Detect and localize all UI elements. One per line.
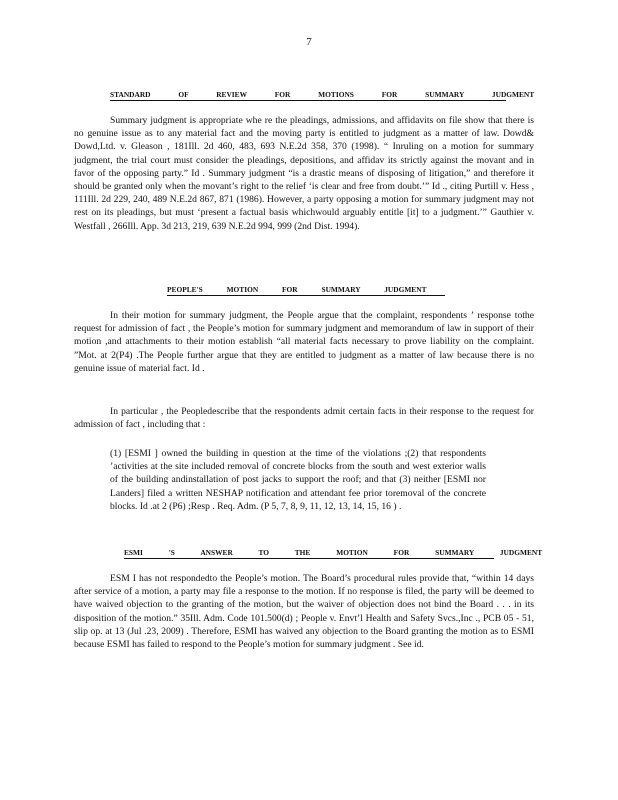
paragraph-text: In their motion for summary judgment, the People argue that the complaint, respondents ’ response tothe request for admission of fact , the People’s motion for summary judgment and memorandum of law in support of their motion ,and attachments to their motion establish “all material facts necessary to prove liability on the complaint. ”Mot. at 2(P4) .The People further argue that they are entitled to judgment as a matter of law because there is no genuine issue of material fact. Id . bbox=[74, 310, 534, 374]
paragraph-standard-of-review bbox=[74, 114, 534, 233]
paragraph-esmi-answer bbox=[74, 572, 534, 651]
section-heading-peoples-motion: PEOPLE'S MOTION FOR SUMMARY JUDGMENT bbox=[167, 285, 445, 296]
block-quote-admitted-facts: (1) [ESMI ] owned the building in question at the time of the violations ;(2) that respondents ’activities at the site included removal of concrete blocks from the south and west exterior walls of the building andinstallation of post jacks to support the roof; and that (3) neither [ESMI nor Landers] filed a written NESHAP notification and attendant fee prior toremoval of the concrete blocks. Id .at 2 (P6) ;Resp . Req. Adm. (P 5, 7, 8, 9, 11, 12, 13, 14, 15, 16 ) . bbox=[110, 448, 486, 512]
paragraph-peoples-motion bbox=[74, 309, 534, 375]
paragraph-text: In particular , the Peopledescribe that the respondents admit certain facts in their response to the request for admission of fact , including that : bbox=[74, 406, 534, 431]
paragraph-text: Summary judgment is appropriate whe re the pleadings, admissions, and affidavits on file show that there is no genuine issue as to any material fact and the moving party is entitled to judgment as a matter of law. Dowd& Dowd,Ltd. v. Gleason , 181Ill. 2d 460, 483, 693 N.E.2d 358, 370 (1998). “ Inruling on a motion for summary judgment, the trial court must consider the pleadings, depositions, and affidav its strictly against the movant and in favor of the opposing party.” Id . Summary judgment “is a drastic means of disposing of litigation,” and therefore it should be granted only when the movant’s right to the relief ‘is clear and free from doubt.’” Id ., citing Purtill v. Hess , 111Ill. 2d 229, 240, 489 N.E.2d 867, 871 (1986). However, a party opposing a motion for summary judgment may not rest on its pleadings, but must ‘present a factual basis whichwould arguably entitle [it] to a judgment.’” Gauthier v. Westfall , 266Ill. App. 3d 213, 219, 639 N.E.2d 994, 999 (2nd Dist. 1994). bbox=[74, 115, 534, 232]
paragraph-text: ESM I has not respondedto the People’s motion. The Board’s procedural rules provide that, “within 14 days after service of a motion, a party may file a response to the motion. If no response is filed, the party will be deemed to have waived objection to the granting of the motion, but the waiver of objection does not bind the Board . . . in its disposition of the motion.” 35Ill. Adm. Code 101.500(d) ; People v. Envt’l Health and Safety Svcs.,Inc ., PCB 05 - 51, slip op. at 13 (Jul .23, 2009) . Therefore, ESMI has waived any objection to the Board granting the motion as to ESMI because ESMI has failed to respond to the People’s motion for summary judgment . See id. bbox=[74, 573, 534, 651]
section-heading-esmi-answer: ESMI 'S ANSWER TO THE MOTION FOR SUMMARY JUDGMENT bbox=[124, 548, 543, 557]
section-heading-standard-of-review: STANDARD OF REVIEW FOR MOTIONS FOR SUMMARY JUDGMENT bbox=[110, 90, 535, 99]
page-number: 7 bbox=[306, 36, 312, 48]
paragraph-in-particular bbox=[74, 405, 534, 431]
